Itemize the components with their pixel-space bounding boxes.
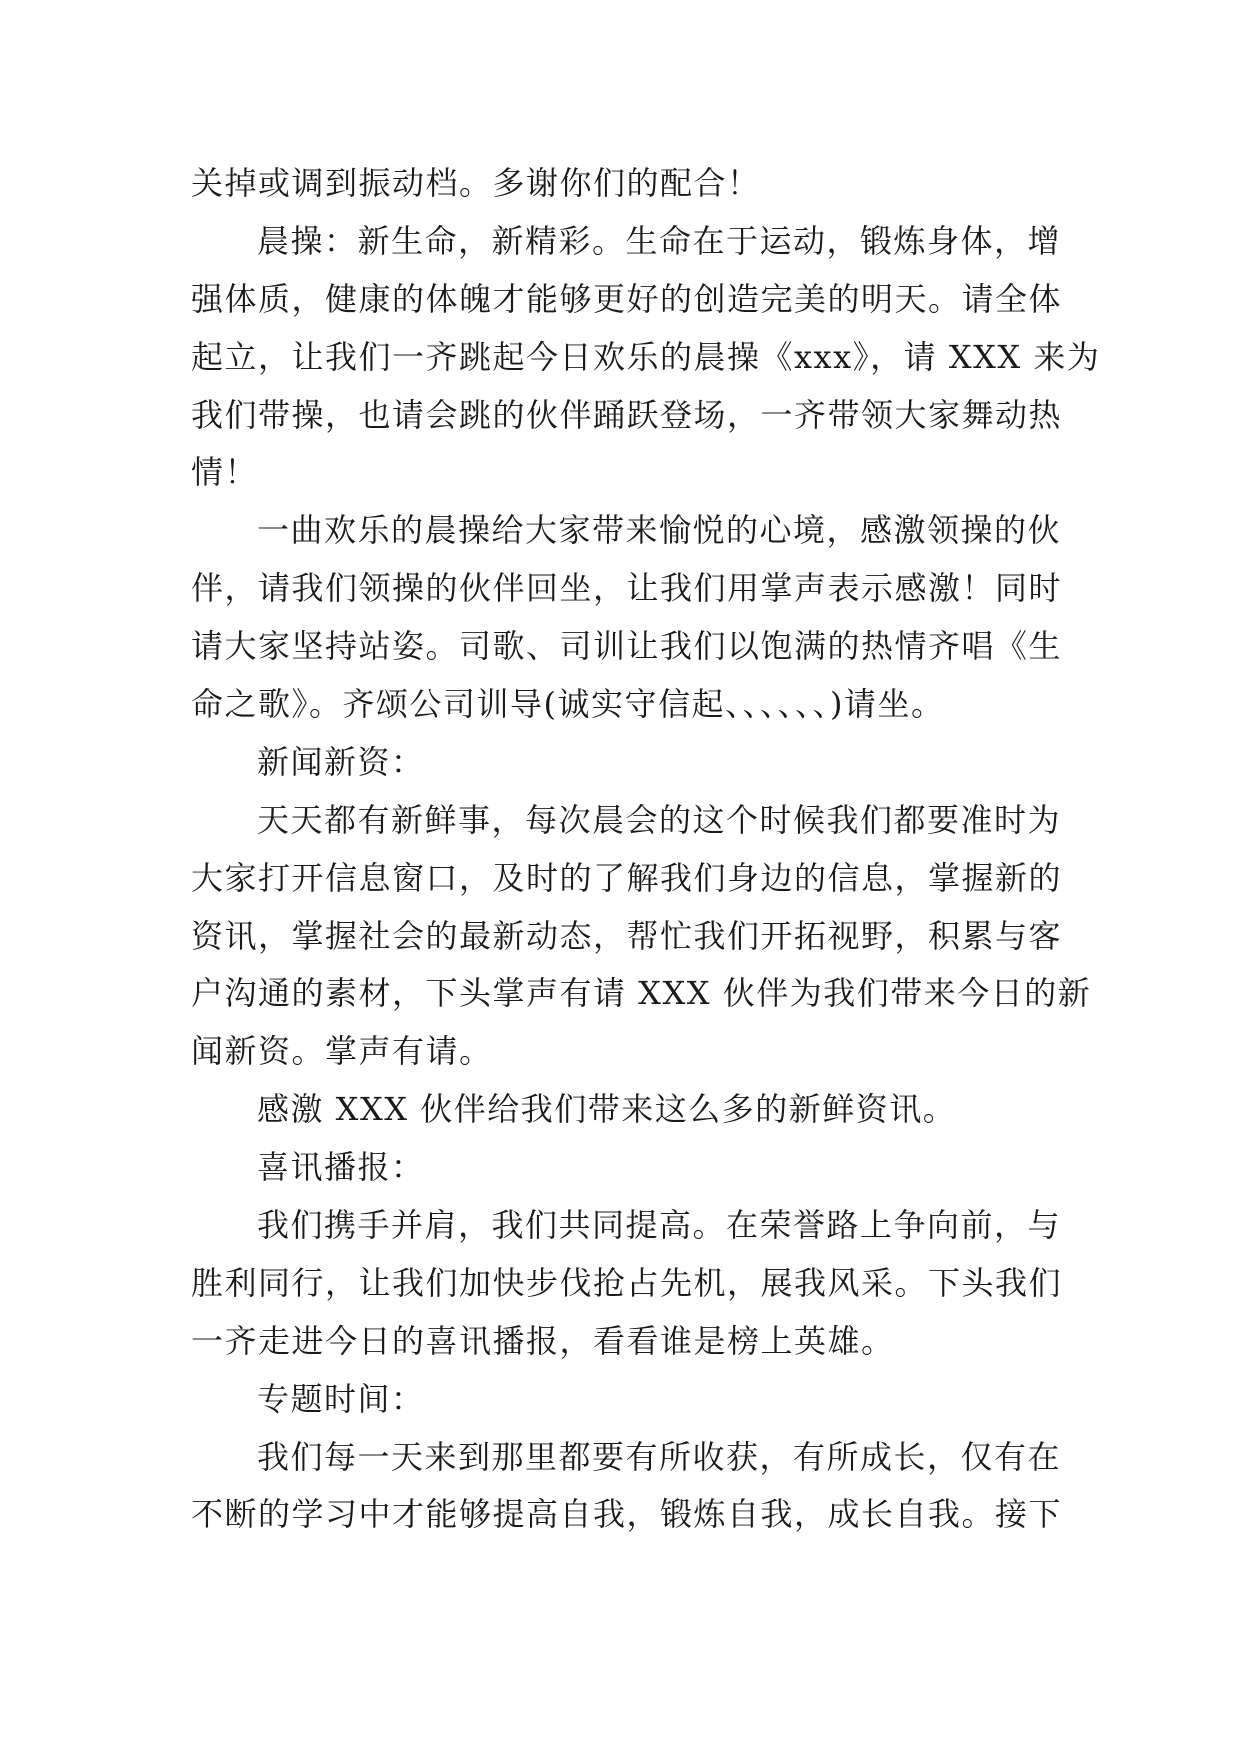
document-body [191,155,1101,1544]
text-line: 强体质，健康的体魄才能够更好的创造完美的明天。请全体 [191,279,1063,318]
text-line: 命之歌》。齐颂公司训导(诚实守信起、、、、、、)请坐。 [191,685,945,724]
text-line: 不断的学习中才能够提高自我，锻炼自我，成长自我。接下 [191,1495,1063,1534]
text-line: 感激 XXX 伙伴给我们带来这么多的新鲜资讯。 [257,1090,957,1129]
text-line: 起立，让我们一齐跳起今日欢乐的晨操《xxx》，请 XXX 来为 [191,337,1101,376]
text-line: 胜利同行，让我们加快步伐抢占先机，展我风采。下头我们 [191,1263,1063,1302]
text-line: 资讯，掌握社会的最新动态，帮忙我们开拓视野，积累与客 [191,916,1063,955]
text-line: 闻新资。掌声有请。 [191,1032,493,1071]
text-line: 情！ [191,453,259,492]
text-line: 一齐走进今日的喜讯播报，看看谁是榜上英雄。 [191,1321,895,1360]
text-line: 我们带操，也请会跳的伙伴踊跃登场，一齐带领大家舞动热 [191,395,1063,434]
text-line: 我们每一天来到那里都要有所收获，有所成长，仅有在 [257,1437,1062,1476]
text-line: 关掉或调到振动档。多谢你们的配合！ [191,164,761,202]
text-line: 伴，请我们领操的伙伴回坐，让我们用掌声表示感激！同时 [191,569,1063,608]
text-line: 喜讯播报： [257,1148,425,1187]
text-line: 晨操：新生命，新精彩。生命在于运动，锻炼身体，增 [257,221,1062,260]
text-line: 天天都有新鲜事，每次晨会的这个时候我们都要准时为 [257,800,1062,839]
text-line: 请大家坚持站姿。司歌、司训让我们以饱满的热情齐唱《生 [191,627,1063,666]
text-line: 我们携手并肩，我们共同提高。在荣誉路上争向前，与 [257,1206,1062,1245]
text-line: 一曲欢乐的晨操给大家带来愉悦的心境，感激领操的伙 [257,511,1062,550]
text-line: 户沟通的素材，下头掌声有请 XXX 伙伴为我们带来今日的新 [191,974,1092,1013]
text-line: 专题时间： [257,1379,425,1418]
text-line: 新闻新资： [257,742,425,781]
text-line: 大家打开信息窗口，及时的了解我们身边的信息，掌握新的 [191,858,1063,897]
